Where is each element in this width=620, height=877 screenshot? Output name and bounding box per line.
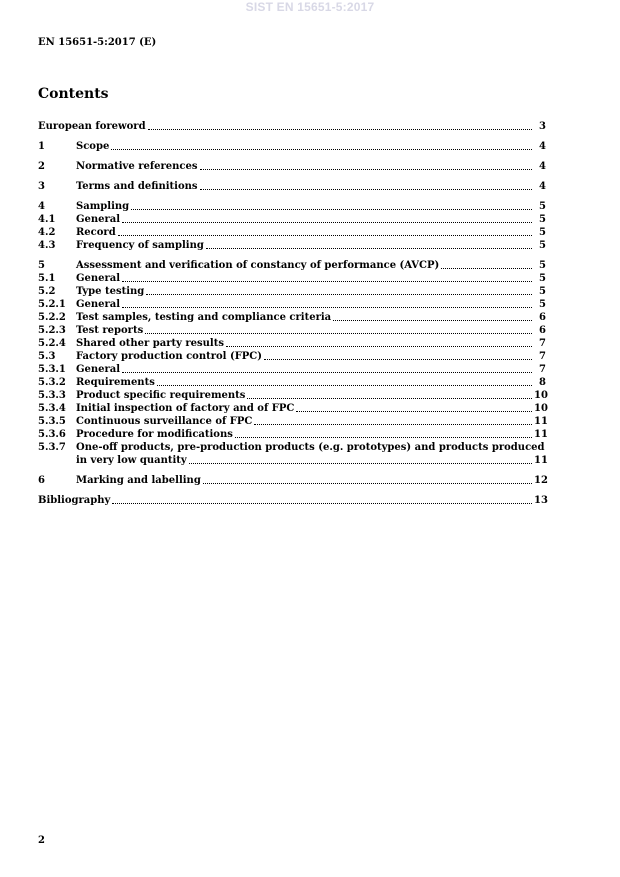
page-number: 2 <box>38 835 45 846</box>
leader-dots <box>148 129 532 130</box>
toc-page: 5 <box>539 214 546 225</box>
toc-number: 5 <box>38 260 45 271</box>
toc-title: Initial inspection of factory and of FPC <box>76 403 295 414</box>
toc-number: 5.2.3 <box>38 325 66 336</box>
page-title: Contents <box>38 86 109 102</box>
leader-dots <box>226 346 532 347</box>
leader-dots <box>112 503 532 504</box>
toc-number: 5.3.3 <box>38 390 66 401</box>
toc-title: Sampling <box>76 201 130 212</box>
toc-page: 4 <box>539 161 546 172</box>
toc-number: 5.3.7 <box>38 442 66 453</box>
leader-dots <box>157 385 532 386</box>
toc-entry-6[interactable] <box>38 474 546 487</box>
document-id: EN 15651-5:2017 (E) <box>38 37 157 48</box>
toc-entry-5-3-4[interactable] <box>38 402 546 415</box>
toc-page: 5 <box>539 299 546 310</box>
toc-entry-5-1[interactable] <box>38 272 546 285</box>
toc-entry-5-3-6[interactable] <box>38 428 546 441</box>
toc-title: Marking and labelling <box>76 475 201 486</box>
toc-page: 8 <box>539 377 546 388</box>
toc-page: 5 <box>539 227 546 238</box>
toc-page: 13 <box>534 495 548 506</box>
toc-number: 3 <box>38 181 45 192</box>
toc-number: 4.1 <box>38 214 56 225</box>
toc-number: 5.2.2 <box>38 312 66 323</box>
toc-page: 10 <box>534 403 548 414</box>
toc-entry-4-1[interactable] <box>38 213 546 226</box>
toc-entry-5-2-3[interactable] <box>38 324 546 337</box>
toc-title: Continuous surveillance of FPC <box>76 416 253 427</box>
toc-entry-5-2-1[interactable] <box>38 298 546 311</box>
toc-page: 5 <box>539 273 546 284</box>
leader-dots <box>122 281 532 282</box>
toc-title-block <box>76 441 546 467</box>
table-of-contents <box>38 120 546 507</box>
toc-number: 5.3.6 <box>38 429 66 440</box>
toc-title: One-off products, pre-production products (e.g. prototypes) and products produced <box>76 442 545 453</box>
toc-entry-2[interactable] <box>38 160 546 173</box>
toc-entry-4-2[interactable] <box>38 226 546 239</box>
toc-page: 10 <box>534 390 548 401</box>
toc-entry-foreword[interactable] <box>38 120 546 133</box>
leader-dots <box>296 411 532 412</box>
leader-dots <box>146 294 532 295</box>
toc-page: 7 <box>539 338 546 349</box>
toc-number: 5.3.2 <box>38 377 66 388</box>
toc-title: Test reports <box>76 325 144 336</box>
leader-dots <box>247 398 532 399</box>
toc-entry-5-2-2[interactable] <box>38 311 546 324</box>
toc-entry-5-3-1[interactable] <box>38 363 546 376</box>
leader-dots <box>333 320 532 321</box>
toc-entry-5-3[interactable] <box>38 350 546 363</box>
toc-title: Terms and definitions <box>76 181 198 192</box>
leader-dots <box>200 169 533 170</box>
toc-entry-bibliography[interactable] <box>38 494 546 507</box>
leader-dots <box>122 372 532 373</box>
toc-page: 5 <box>539 260 546 271</box>
toc-number: 5.2 <box>38 286 56 297</box>
toc-title: Bibliography <box>38 495 111 506</box>
toc-number: 5.1 <box>38 273 56 284</box>
toc-title: General <box>76 364 121 375</box>
toc-number: 5.3.4 <box>38 403 66 414</box>
toc-title: Test samples, testing and compliance criteria <box>76 312 332 323</box>
toc-title: General <box>76 214 121 225</box>
toc-number: 5.3 <box>38 351 56 362</box>
toc-entry-1[interactable] <box>38 140 546 153</box>
toc-title: General <box>76 299 121 310</box>
watermark: SIST EN 15651-5:2017 <box>245 0 375 14</box>
leader-dots <box>122 307 532 308</box>
toc-number: 1 <box>38 141 45 152</box>
toc-entry-5[interactable] <box>38 259 546 272</box>
toc-number: 5.3.1 <box>38 364 66 375</box>
toc-title-line2-row <box>76 454 546 467</box>
toc-title: Normative references <box>76 161 198 172</box>
toc-title: Requirements <box>76 377 155 388</box>
toc-number: 4.3 <box>38 240 56 251</box>
toc-page: 6 <box>539 325 546 336</box>
toc-title: Frequency of sampling <box>76 240 204 251</box>
toc-page: 5 <box>539 286 546 297</box>
leader-dots <box>235 437 532 438</box>
toc-page: 11 <box>534 455 548 466</box>
toc-title-line2: in very low quantity <box>76 455 187 466</box>
toc-number: 4 <box>38 201 45 212</box>
toc-title: Product specific requirements <box>76 390 246 401</box>
toc-number: 5.3.5 <box>38 416 66 427</box>
toc-entry-5-2[interactable] <box>38 285 546 298</box>
toc-page: 7 <box>539 364 546 375</box>
toc-number: 6 <box>38 475 45 486</box>
leader-dots <box>131 209 532 210</box>
toc-entry-3[interactable] <box>38 180 546 193</box>
toc-page: 12 <box>534 475 548 486</box>
toc-title: Record <box>76 227 116 238</box>
toc-title: Factory production control (FPC) <box>76 351 263 362</box>
leader-dots <box>441 268 532 269</box>
toc-number: 5.2.1 <box>38 299 66 310</box>
toc-number: 5.2.4 <box>38 338 66 349</box>
toc-page: 4 <box>539 181 546 192</box>
toc-entry-5-3-7[interactable] <box>38 441 546 467</box>
toc-page: 3 <box>539 121 546 132</box>
leader-dots <box>254 424 532 425</box>
toc-page: 5 <box>539 240 546 251</box>
leader-dots <box>118 235 532 236</box>
leader-dots <box>189 463 532 464</box>
toc-page: 6 <box>539 312 546 323</box>
toc-entry-5-3-5[interactable] <box>38 415 546 428</box>
leader-dots <box>206 248 532 249</box>
leader-dots <box>111 149 532 150</box>
toc-entry-4[interactable] <box>38 200 546 213</box>
toc-title: Scope <box>76 141 110 152</box>
leader-dots <box>122 222 532 223</box>
toc-number: 2 <box>38 161 45 172</box>
toc-entry-5-3-3[interactable] <box>38 389 546 402</box>
toc-entry-4-3[interactable] <box>38 239 546 252</box>
toc-title: European foreword <box>38 121 146 132</box>
leader-dots <box>200 189 532 190</box>
toc-entry-5-2-4[interactable] <box>38 337 546 350</box>
toc-page: 5 <box>539 201 546 212</box>
toc-page: 11 <box>534 429 548 440</box>
toc-title: Procedure for modifications <box>76 429 233 440</box>
toc-entry-5-3-2[interactable] <box>38 376 546 389</box>
toc-title: General <box>76 273 121 284</box>
leader-dots <box>203 483 532 484</box>
leader-dots <box>264 359 532 360</box>
toc-title: Shared other party results <box>76 338 224 349</box>
toc-number: 4.2 <box>38 227 56 238</box>
toc-page: 4 <box>539 141 546 152</box>
leader-dots <box>145 333 532 334</box>
toc-title: Type testing <box>76 286 145 297</box>
toc-title: Assessment and verification of constancy of performance (AVCP) <box>76 260 440 271</box>
toc-page: 11 <box>534 416 548 427</box>
toc-page: 7 <box>539 351 546 362</box>
